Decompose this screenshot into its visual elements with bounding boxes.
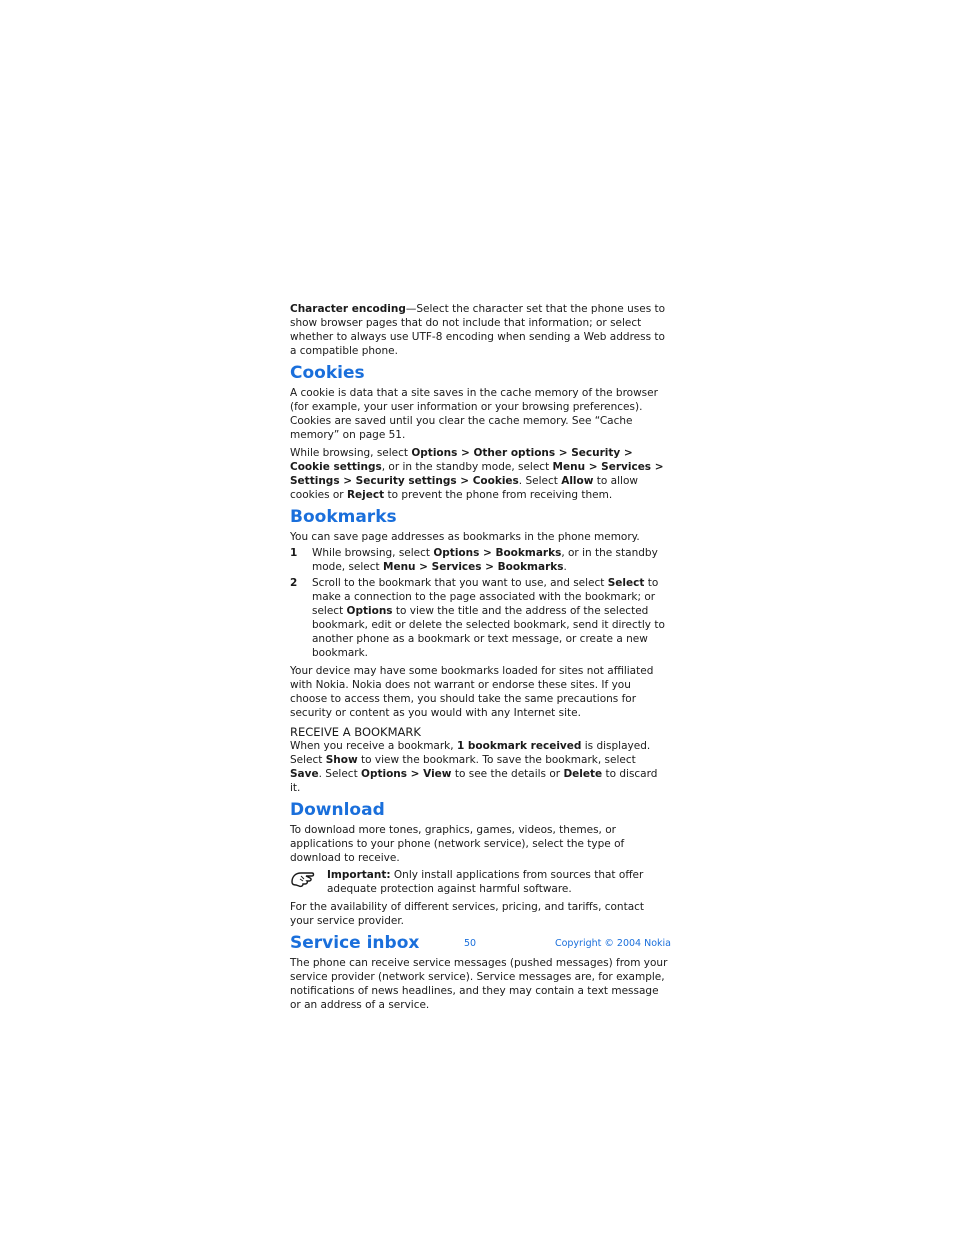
cookies-heading: Cookies: [290, 363, 365, 383]
download-intro: To download more tones, graphics, games, videos, themes, or applications to your phone (network service), select the type of download to receive.: [290, 824, 625, 864]
hand-pointing-icon: [290, 868, 327, 896]
bookmarks-disclaimer: Your device may have some bookmarks loaded for sites not affiliated with Nokia. Nokia does not warrant or endorse these sites. If you choose to access them, you should take the same precautions for security or content as you would with any Internet site.: [290, 665, 654, 719]
step-text: While browsing, select Options > Bookmarks, or in the standby mode, select Menu > Services > Bookmarks.: [312, 547, 658, 573]
important-label: Important:: [327, 869, 391, 881]
download-availability: For the availability of different services, pricing, and tariffs, contact your service provider.: [290, 901, 645, 927]
step-text: Scroll to the bookmark that you want to use, and select Select to make a connection to the page associated with the bookmark; or select Options to view the title and the address of the selected bookmark, edit or delete the selected bookmark, send it directly to another phone as a bookmark or text message, or create a new bookmark.: [312, 577, 665, 659]
bookmarks-heading: Bookmarks: [290, 507, 397, 527]
service-inbox-heading: Service inbox: [290, 933, 420, 953]
cookies-instructions: While browsing, select Options > Other options > Security > Cookie settings, or in the standby mode, select Menu > Services > Settings > Security settings > Cookies. Select Allow to allow cookies or Reject to prevent the phone from receiving them.: [290, 447, 664, 501]
receive-bookmark-heading: RECEIVE A BOOKMARK: [290, 725, 421, 739]
char-encoding-label: Character encoding: [290, 303, 406, 315]
service-inbox-paragraph: The phone can receive service messages (pushed messages) from your service provider (network service). Service messages are, for example, notifications of news headlines, and they may contain a text message or an address of a service.: [290, 957, 668, 1011]
list-item: [290, 546, 670, 574]
important-note-text: Important: Only install applications from sources that offer adequate protection against harmful software.: [327, 869, 644, 895]
step-number: 2: [290, 577, 298, 589]
download-heading: Download: [290, 800, 385, 820]
bookmarks-intro: You can save page addresses as bookmarks in the phone memory.: [290, 531, 640, 543]
receive-bookmark-paragraph: When you receive a bookmark, 1 bookmark received is displayed. Select Show to view the bookmark. To save the bookmark, select Save. Select Options > View to see the details or Delete to discard it.: [290, 740, 658, 794]
cookies-intro: A cookie is data that a site saves in the cache memory of the browser (for example, your user information or your browsing preferences). Cookies are saved until you clear the cache memory. See “Cache memory” on page 51.: [290, 387, 658, 441]
page-content: [290, 302, 670, 1012]
char-encoding-paragraph: Character encoding—Select the character set that the phone uses to show browser pages that do not include that information; or select whether to always use UTF-8 encoding when sending a Web address to a compatible phone.: [290, 303, 666, 357]
copyright-notice: Copyright © 2004 Nokia: [554, 938, 671, 949]
list-item: [290, 576, 670, 660]
step-number: 1: [290, 547, 298, 559]
page-number: 50: [464, 938, 477, 949]
page-footer: [290, 938, 671, 952]
bookmarks-steps: [290, 546, 670, 660]
important-note: [290, 868, 670, 896]
